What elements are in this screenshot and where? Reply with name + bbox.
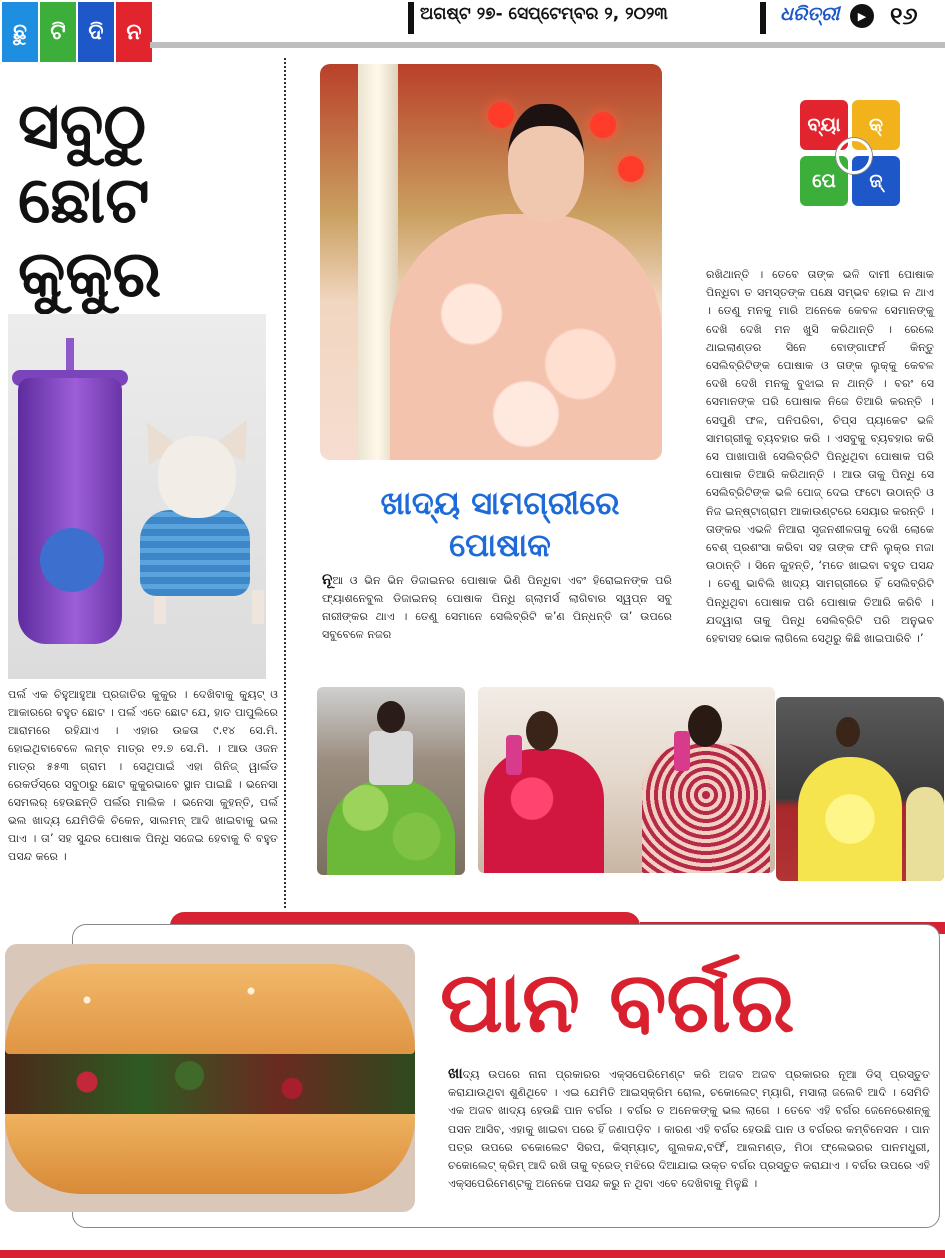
dog-article-body: ପର୍ଲ ଏକ ଚିହୁଆହୁଆ ପ୍ରଜାତିର କୁକୁର । ଦେଖିବାକୁ କ୍ୟୁଟ୍ ଓ ଆକାରରେ ବହୁତ ଛୋଟ । ପର୍ଲ ଏତେ ଛୋଟ ଯେ, ହାତ ପାପୁଲିରେ ଆରାମରେ ରହିଯାଏ । ଏହାର ଉଚ୍ଚତା ୯.୧୪ ସେ.ମି. ହୋଇଥିବାବେଳେ ଲମ୍ବ ମାତ୍ର ୧୨.୭ ସେ.ମି. । ଆଉ ଓଜନ ମାତ୍ର ୫୫୩ ଗ୍ରାମ । ସେଥିପାଇଁ ଏହା ଗିନିଜ୍ ୱାର୍ଲଡ ରେକର୍ଡସ୍‌ରେ ସବୁଠାରୁ ଛୋଟ କୁକୁରଭାବେ ସ୍ଥାନ ପାଇଛି । ଭନେସା ସେମଲର୍ ହେଉଛନ୍ତି ପର୍ଲର ମାଲିକ । ଭନେସା କୁହନ୍ତି, ପର୍ଲ ଭଲ ଖାଦ୍ୟ ଯେମିତିକି ଚିକେନ, ସାଲମନ୍ ଆଦି ଖାଇବାକୁ ଭଲ ପାଏ । ତା’ ସହ ସୁନ୍ଦର ପୋଷାକ ପିନ୍ଧି ସଜେଇ ହେବାକୁ ବି ବହୁତ ପସନ୍ଦ କରେ । [8,688,278,863]
footer-rule [0,1250,945,1258]
title-line: ପୋଷାକ [449,526,551,564]
newspaper-brand: ଧରିତ୍ରୀ [780,3,840,25]
play-icon: ▶ [850,4,874,28]
section-logo [2,2,152,62]
logo-tile-1: ଛୁ [2,2,38,62]
intro-text: ଆ ଓ ଭିନ ଭିନ ଡିଜାଇନର ପୋଷାକ ଭିଣି ପିନ୍ଧିବା ଏବଂ ହିରୋଇନଙ୍କ ପରି ଫ୍ୟାଶନେବୁଲ ଡିଜାଇନର୍ ପୋଷାକ ପିନ୍ଧି ଗ୍ଲାମର୍ସ ଲାଗିବାର ସ୍ୱପ୍ନ ସବୁ ନାରୀଙ୍କର ଥାଏ । ତେଣୁ ସେମାନେ ସେଲିବ୍ରିଟି କ’ଣ ପିନ୍ଧନ୍ତି ତା’ ଉପରେ ସବୁବେଳେ ନଜର [322,574,672,641]
dress-article-continued: ରଖିଥାନ୍ତି । ତେବେ ତାଙ୍କ ଭଳି ଦାମୀ ପୋଷାକ ପିନ୍ଧିବା ତ ସମସ୍ତଙ୍କ ପକ୍ଷେ ସମ୍ଭବ ହୋଇ ନ ଥାଏ । ତେଣୁ ମନକୁ ମାରି ଅନେକେ କେବଳ ସେମାନଙ୍କୁ ଦେଖି ଦେଖି ମନ ଖୁସି କରିଥାନ୍ତି । ରେଲେ ଥାଇଲାଣ୍ଡର ସିନେ ବୋଙ୍ଗାଫର୍ନ କିନ୍ତୁ ସେଲିବ୍ରିଟିଙ୍କ ପୋଷାକ ଓ ତାଙ୍କ ଲୁକ୍‌କୁ କେବଳ ଦେଖି ଦେଖି ମନକୁ ବୁଝାଇ ନ ଥାନ୍ତି । ବରଂ ସେ ସେମାନଙ୍କ ପରି ପୋଷାକ ନିଜେ ତିଆରି କରନ୍ତି । ସେପୁଣି ଫଳ, ପନିପରିବା, ଚିପ୍ସ ପ୍ୟାକେଟ ଭଳି ସାମଗ୍ରୀକୁ ବ୍ୟବହାର କରି । ଏସବୁକୁ ବ୍ୟବହାର କରି ସେ ପାଖାପାଖି ସେଲିବ୍ରିଟି ପିନ୍ଧିଥିବା ପୋଷାକ ପରି ପୋଷାକ ତିଆରି କରିଥାନ୍ତି । ଆଉ ତାକୁ ପିନ୍ଧି ସେ ସେଲିବ୍ରିଟିଙ୍କ ଭଳି ପୋଜ୍ ଦେଇ ଫଟୋ ଉଠାନ୍ତି ଓ ନିଜ ଇନ୍‌ଷ୍ଟାଗ୍ରାମ ଆକାଉଣ୍ଟରେ ସେୟାର କରନ୍ତି । ତାଙ୍କର ଏଭଳି ନିଆରା ସୃଜନଶୀଳତାକୁ ଦେଖି ଲୋକେ ବେଶ୍ ପ୍ରଶଂସା କରିବା ସହ ତାଙ୍କ ଫନି ଲୁକ୍‌ର ମଜା ଉଠାନ୍ତି । ସିନେ କୁହନ୍ତି, ‘ମତେ ଖାଇବା ବହୁତ ପସନ୍ଦ । ତେଣୁ ଭାବିଲି ଖାଦ୍ୟ ସାମଗ୍ରୀରେ ହିଁ ସେଲିବ୍ରିଟି ପିନ୍ଧିଥିବା ପୋଷାକ ପରି ପୋଷାକ ତିଆରି କରିବି । ଯଦ୍ୱାରା ତାକୁ ପିନ୍ଧି ସେଲିବ୍ରିଟି ପରି ଅନୁଭବ ହେବାସହ ଭୋକ ଲାଗିଲେ ସେଥିରୁ କିଛି ଖାଇପାରିବି ।’ [706,268,934,646]
dress-article-intro [322,570,672,644]
dog-article-title [18,90,273,312]
badge-tile: ପେ [800,156,848,206]
pan-burger-body [448,1064,930,1193]
header-divider [408,2,414,34]
logo-tile-4: ନ [116,2,152,62]
logo-tile-2: ଟି [40,2,76,62]
title-line: ଖାଦ୍ୟ ସାମଗ୍ରୀରେ [380,484,620,522]
back-page-badge [800,100,904,212]
badge-tile: ବ୍ୟା [800,100,848,150]
header-rule [150,42,945,48]
body-text: ଦ୍ୟ ଉପରେ ନାନା ପ୍ରକାରର ଏକ୍ସପେରିମେଣ୍ଟ କରି ଅଜବ ଅଜବ ପ୍ରକାରର ନୂଆ ଡିସ୍ ପ୍ରସ୍ତୁତ କରାଯାଉଥିବା ଶୁଣିଥିବେ । ଏଇ ଯେମିତି ଆଇସ୍‌କ୍ରିମ ରୋଲ, ଚକୋଲେଟ୍ ମ୍ୟାଗି, ମସାଲା ଜଲେବି ଆଦି । ସେମିତି ଏକ ଅଜବ ଖାଦ୍ୟ ହେଉଛି ପାନ ବର୍ଗର । ବର୍ଗର ତ ଅନେକଙ୍କୁ ଭଲ ଲାଗେ । ତେବେ ଏହି ବର୍ଗର ଜେନେରେଶନ୍‌କୁ ପସନ ଆସିବ, ଏହାକୁ ଖାଇବା ପରେ ହିଁ ଜଣାପଡ଼ିବ । କାରଣ ଏହି ବର୍ଗର ହେଉଛି ପାନ ଓ ବର୍ଗରର କମ୍ବିନେସନ । ପାନ ପତ୍ର ଉପରେ ଚକୋଲେଟ ସିରପ, କିସ୍‌ମ୍ୟାଟ୍, ଗୁଲକନ୍ଦ,ବର୍ଫି, ଆଲମଣ୍ଡ, ମିଠା ଫ୍ଲେଭରର ପାନମଧୁରୀ, ଚକୋଲେଟ୍ କ୍ରିମ୍ ଆଦି ରଖି ତାକୁ ବ୍ରେଡ୍ ମଝିରେ ଦିଆଯାଇ ଉକ୍ତ ବର୍ଗର ପ୍ରସ୍ତୁତ କରାଯାଏ । ବର୍ଗର ଉପରେ ଏହି ଏକ୍ସପେରିମେଣ୍ଟକୁ ଅନେକେ ପସନ୍ଦ କରୁ ନ ଥିବା ଏବେ ଦେଖିବାକୁ ମିଳୁଛି । [448,1068,930,1191]
column-separator [284,58,286,908]
dropcap: ନୂ [322,570,333,588]
page-number: ୧୬ [890,2,918,30]
header-divider [760,2,766,34]
dropcap: ଖା [448,1064,463,1082]
pan-burger-photo [5,944,415,1212]
yellow-gown-photo [776,697,944,881]
issue-date: ଅଗଷ୍ଟ ୨୭- ସେପ୍ଟେମ୍ବର ୨, ୨୦୨୩ [420,4,668,24]
rose-dress-comparison-photo [478,687,775,873]
dress-article-title [325,482,675,566]
logo-tile-3: ଦି [78,2,114,62]
badge-tile: କ୍ [852,100,900,150]
title-line: କୁକୁର [18,238,162,312]
title-line: ସବୁଠୁ [18,90,147,164]
ring-icon [836,138,872,174]
pan-burger-title: ପାନ ବର୍ଗର [440,953,795,1051]
lettuce-dress-photo [317,687,465,875]
title-line: ଛୋଟ [18,164,150,238]
dog-photo [8,314,266,679]
badge-tile: ଜ୍ [852,156,900,206]
dress-photo [320,64,662,460]
